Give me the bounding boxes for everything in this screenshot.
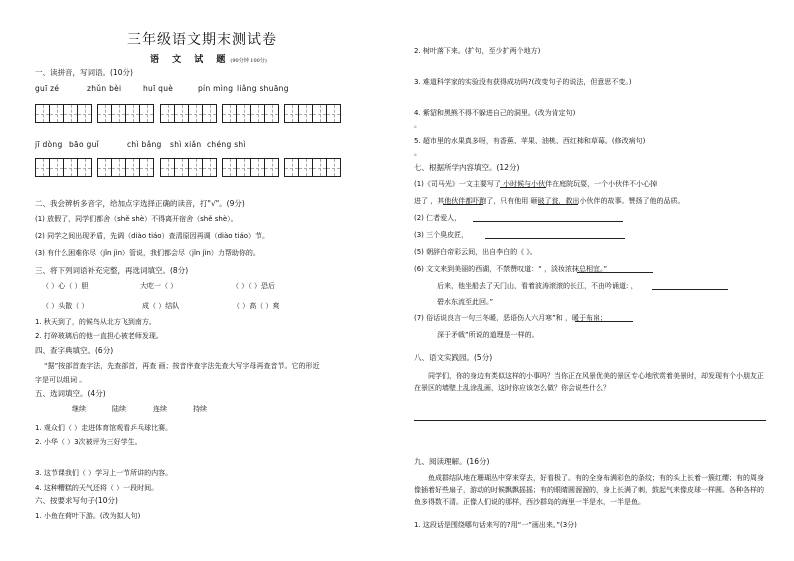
s7-item-2: (2) 仁者爱人， xyxy=(414,214,462,222)
writing-grid[interactable] xyxy=(97,158,154,177)
s7-item-6b: 后来，他坐船去了天门山，看着波涛滚滚的长江，不由吟诵道: ， xyxy=(437,282,638,290)
s8-paragraph: 同学们，你的身边有类似这样的小事吗？当你正在风景优美的景区专心地欣赏着美景时，却发现有个小朋友正在景区的墙壁上乱涂乱画，这时你应该怎么做？你会说些什么？ xyxy=(414,372,764,392)
s3-blank[interactable]: （ ）心（ ）胆 xyxy=(42,282,89,290)
s3-blank[interactable]: 成（ ）结队 xyxy=(142,302,180,310)
writing-grid[interactable] xyxy=(160,104,217,123)
section-2-heading: 二、我会辨析多音字，给加点字选择正确的读音，打"√"。(9分) xyxy=(35,199,245,208)
s7-item-7: (7) 俗话说良言一句三冬暖，恶语伤人六月寒”和 ，暖于布帛； xyxy=(414,314,607,322)
s9-paragraph: 鱼成群结队地在珊瑚丛中穿来穿去，好看极了。有的全身布满彩色的条纹；有的头上长着一簇红缨；有的周身像插着好些扇子，游动的时候飘飘摇摇；有的眼睛圆溜溜的，身上长满了刺，鼓起气来像皮球一样圆。各种各样的鱼多得数不清。正像人们说的那样，西沙群岛的海里一半是水，一半是鱼。 xyxy=(414,474,764,506)
writing-grid[interactable] xyxy=(160,158,217,177)
section-9-heading: 九、阅读理解。(16分) xyxy=(414,457,490,466)
s7-item-6c: 碧水东流至此回。” xyxy=(437,298,494,306)
s2-item-1: (1) 放假了，同学们都舍（shě shè）不得离开宿舍（shě shè）。 xyxy=(35,215,238,223)
word-option: 持续 xyxy=(193,405,207,413)
subtitle-text: 语 文 试 题 xyxy=(150,55,231,65)
word-option: 继续 xyxy=(72,405,86,413)
s4-line-2: 字是可以组词 。 xyxy=(35,376,87,384)
word-option: 连续 xyxy=(153,405,167,413)
pinyin-9: shì xiǎn xyxy=(170,140,202,149)
pinyin-3: huī què xyxy=(143,84,174,93)
pinyin-2: zhǔn bèi xyxy=(87,84,122,93)
s7-item-6: (6) 文文来到美丽的西湖，不禁赞叹道：“ ，淡妆浓抹总相宜。” xyxy=(414,265,608,273)
s6-item-2: 2. 树叶落下来。(扩句，至少扩两个地方) xyxy=(414,47,541,55)
s7-item-1b: 进了 ，其他伙伴都吓跑了，只有他用 砸破了瓮，救出小伙伴的故事。赞扬了他的品质。 xyxy=(414,197,685,205)
writing-grid[interactable] xyxy=(284,104,341,123)
s3-blank[interactable]: （ ）头散（ ） xyxy=(42,302,89,310)
s6-item-3: 3. 难道科学家的实验没有获得成功吗?(改变句子的说法，但意思不变。) xyxy=(414,78,632,86)
s2-item-3: (3) 有什么困难你尽（jǐn jìn）管说，我们都会尽（jǐn jìn）力帮助你的。 xyxy=(35,249,260,257)
s6-item-4: 4. 紫貂和黑熊不得不躲进自己的洞里。(改为肯定句) xyxy=(414,109,576,117)
s7-item-3: (3) 三个臭皮匠， xyxy=(414,231,469,239)
section-1-heading: 一、读拼音，写词语。(10分) xyxy=(35,68,133,77)
pinyin-6: jī dòng xyxy=(35,140,63,149)
s7-item-7b: 深于矛戟”所说的道理是一样的。 xyxy=(437,331,539,339)
period-mark: 。 xyxy=(414,149,421,157)
pinyin-4: pín mìng xyxy=(198,84,234,93)
s4-line-1: “据”按部首查字法，先查部首，再查 画；按音序查字法先查大写字母再查音节。它的形近 xyxy=(44,362,320,370)
writing-grid[interactable] xyxy=(284,158,341,177)
answer-blank[interactable] xyxy=(443,204,483,205)
s5-item-2: 2. 小华（ ）3次被评为三好学生。 xyxy=(35,438,142,446)
s3-item-2: 2. 打碎玻璃后的他一直担心被老师发现。 xyxy=(35,332,163,340)
answer-blank[interactable] xyxy=(577,272,653,273)
writing-grid[interactable] xyxy=(97,104,154,123)
pinyin-10: chéng shì xyxy=(207,140,246,149)
word-option: 陆续 xyxy=(112,405,126,413)
answer-blank[interactable] xyxy=(538,204,578,205)
section-4-heading: 四、查字典填空。(6分) xyxy=(35,346,114,355)
pinyin-8: chì bǎng xyxy=(127,140,162,149)
s9-question-1: 1. 这段话是围绕哪句话来写的?用“一”画出来。”(3分) xyxy=(414,521,577,529)
pinyin-5: liǎng shuāng xyxy=(237,84,289,93)
answer-line[interactable] xyxy=(414,420,766,421)
page-title: 三年级语文期末测试卷 xyxy=(127,32,277,48)
pinyin-7: bāo guǐ xyxy=(69,140,100,149)
s3-blank[interactable]: （ ）（ ）恐后 xyxy=(232,282,275,290)
section-3-heading: 三、将下列词语补充完整，再选词填空。(8分) xyxy=(35,266,189,275)
s5-item-1: 1. 观众们（ ）走进体育馆观看乒乓球比赛。 xyxy=(35,424,173,432)
answer-blank[interactable] xyxy=(485,238,625,239)
subtitle-meta: (90分钟 100分) xyxy=(230,58,267,64)
period-mark: 。 xyxy=(414,121,421,129)
s5-item-4: 4. 这种糟糕的天气还将（ ）一段时间。 xyxy=(35,484,159,492)
s6-item-1: 1. 小鱼在荷叶下游。(改为拟人句) xyxy=(35,512,141,520)
s5-item-3: 3. 这节课我们（ ）学习上一节所讲的内容。 xyxy=(35,469,173,477)
s7-item-5: (5) 朝辞白帝彩云间，出自李白的《 》。 xyxy=(414,248,537,256)
answer-blank[interactable] xyxy=(500,187,546,188)
writing-grid[interactable] xyxy=(222,158,279,177)
s6-item-5: 5. 超市里的水果真多呀，有香蕉、苹果、油桃、西红柿和草莓。(修改病句) xyxy=(414,137,646,145)
s3-blank[interactable]: 大吃一（ ） xyxy=(140,282,178,290)
s7-item-1: (1)《司马光》一文主要写了 小时候与小伙伴在庭院玩耍，一个小伙伴不小心掉 xyxy=(414,180,658,188)
section-7-heading: 七、根据所学内容填空。(12分) xyxy=(414,163,520,172)
answer-blank[interactable] xyxy=(575,321,633,322)
s2-item-2: (2) 同学之间出现矛盾，先调（diào tiáo）查清原因再调（diào tiáo）节。 xyxy=(35,232,270,240)
writing-grid[interactable] xyxy=(35,158,92,177)
s3-item-1: 1. 秋天到了，的候鸟从北方飞到南方。 xyxy=(35,318,156,326)
s3-blank[interactable]: （ ）高（ ）爽 xyxy=(233,302,280,310)
pinyin-1: guī zé xyxy=(35,84,60,93)
page-subtitle xyxy=(150,52,267,65)
writing-grid[interactable] xyxy=(35,104,92,123)
writing-grid[interactable] xyxy=(222,104,279,123)
answer-blank[interactable] xyxy=(652,289,728,290)
answer-blank[interactable] xyxy=(473,221,623,222)
section-6-heading: 六、按要求写句子(10分) xyxy=(35,496,118,505)
section-5-heading: 五、选词填空。(4分) xyxy=(35,389,106,398)
section-8-heading: 八、语文实践园。(5分) xyxy=(414,353,493,362)
